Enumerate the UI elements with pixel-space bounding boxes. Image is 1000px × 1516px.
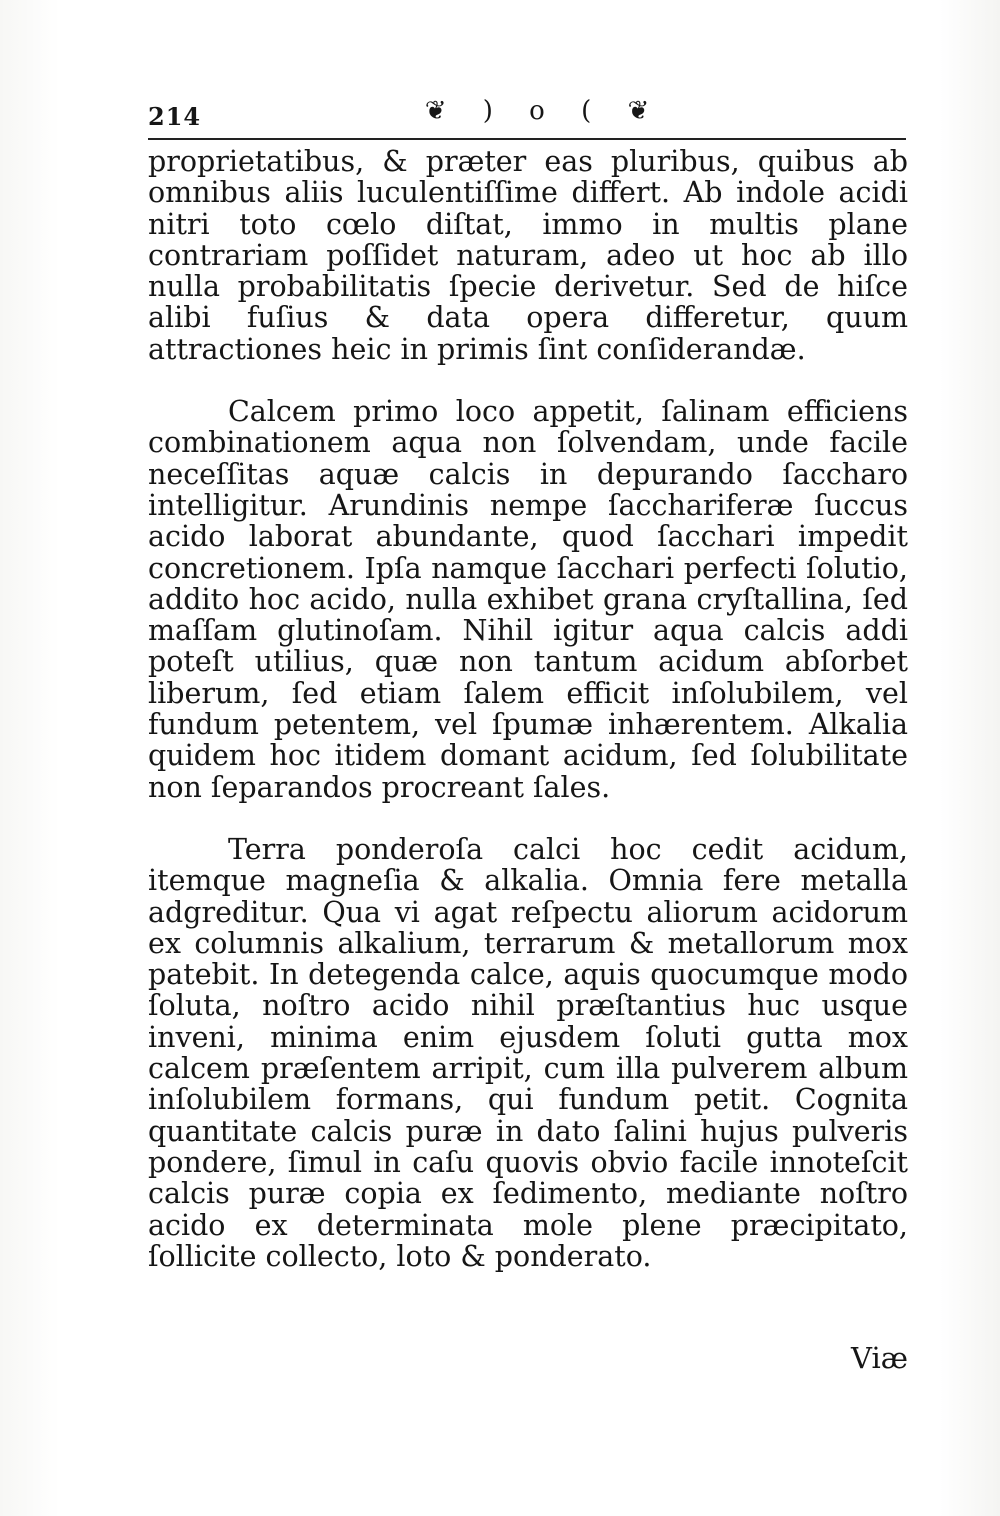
paragraph-2: Calcem primo loco appetit, ſalinam efficiens combinationem aqua non ſolvendam, unde facile neceſſitas aquæ calcis in depurando ſaccharo intelligitur. Arundinis nempe ſacchariferæ ſuccus acido laborat abundante, quod ſacchari impedit concretionem. Ipſa namque ſacchari perfecti ſolutio, addito hoc acido, nulla exhibet grana cryſtallina, ſed maſſam glutinoſam. Nihil igitur aqua calcis addi poteſt utilius, quæ non tantum acidum abſorbet liberum, ſed etiam ſalem efficit inſolubilem, vel fundum petentem, vel ſpumæ inhærentem. Alkalia quidem hoc itidem domant acidum, ſed ſolubilitate non ſeparandos procreant ſales. (148, 395, 908, 804)
running-head-ornament: ❦ ) o ( ❦ (424, 96, 664, 126)
catchword: Viæ (851, 1341, 908, 1375)
page-number: 214 (148, 102, 202, 131)
header-rule (148, 138, 906, 140)
paragraph-3: Terra ponderoſa calci hoc cedit acidum, itemque magneſia & alkalia. Omnia fere metalla adgreditur. Qua vi agat reſpectu aliorum acidorum ex columnis alkalium, terrarum & metallorum mox patebit. In detegenda calce, aquis quocumque modo ſoluta, noſtro acido nihil præſtantius huc usque inveni, minima enim ejusdem ſoluti gutta mox calcem præſentem arripit, cum illa pulverem album inſolubilem formans, qui fundum petit. Cognita quantitate calcis puræ in dato ſalini hujus pulveris pondere, ſimul in caſu quovis obvio facile innoteſcit calcis puræ copia ex ſedimento, mediante noſtro acido ex determinata mole plene præcipitato, ſollicite collecto, loto & ponderato. (148, 832, 908, 1273)
page-header (148, 96, 908, 136)
body-text (148, 146, 908, 1272)
paragraph-1: proprietatibus, & præter eas pluribus, quibus ab omnibus aliis luculentiſſime differt. Ab indole acidi nitri toto cœlo diſtat, immo in multis plane contrariam poſſidet naturam, adeo ut hoc ab illo nulla probabilitatis ſpecie derivetur. Sed de hiſce alibi fuſius & data opera differetur, quum attractiones heic in primis ſint conſiderandæ. (148, 145, 908, 366)
